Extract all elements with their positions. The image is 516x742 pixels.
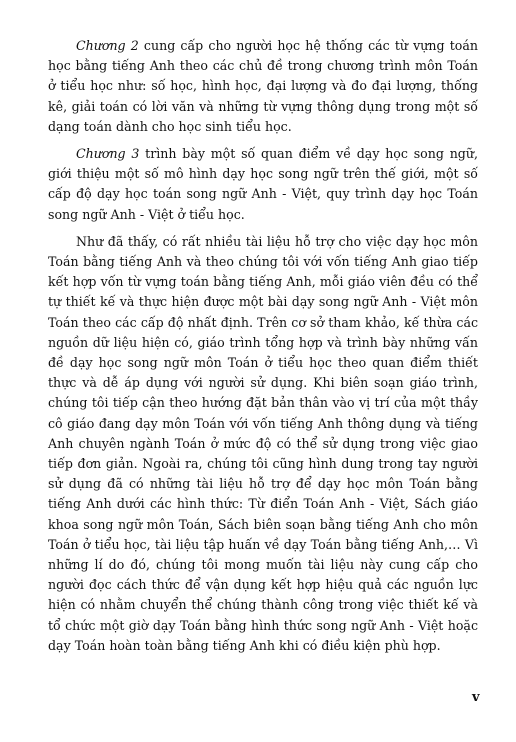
body-text: Như đã thấy, có rất nhiều tài liệu hỗ trợ cho việc dạy học môn Toán bằng tiếng Anh và theo chúng tôi với vốn tiếng Anh giao tiếp kết hợp vốn từ vựng toán bằng tiếng Anh, mỗi giáo viên đều có thể tự thiết kế và thực hiện được một bài dạy song ngữ Anh - Việt môn Toán theo các cấp độ nhất định. Trên cơ sở tham khảo, kế thừa các nguồn dữ liệu hiện có, giáo trình tổng hợp và trình bày những vấn đề dạy học song ngữ môn Toán ở tiểu học theo quan điểm thiết thực và dễ áp dụng với người sử dụng. Khi biên soạn giáo trình, chúng tôi tiếp cận theo hướng đặt bản thân vào vị trí của một thầy cô giáo đang dạy môn Toán với vốn tiếng Anh thông dụng và tiếng Anh chuyên ngành Toán ở mức độ có thể sử dụng trong việc giao tiếp đơn giản. Ngoài ra, chúng tôi cũng hình dung trong tay người sử dụng đã có những tài liệu hỗ trợ để dạy học môn Toán bằng tiếng Anh dưới các hình thức: Từ điển Toán Anh - Việt, Sách giáo khoa song ngữ môn Toán, Sách biên soạn bằng tiếng Anh cho môn Toán ở tiểu học, tài liệu tập huấn về dạy Toán bằng tiếng Anh,… Vì những lí do đó, chúng tôi mong muốn tài liệu này cung cấp cho người đọc cách thức để vận dụng kết hợp hiệu quả các nguồn lực hiện có nhằm chuyển thể chúng thành công trong việc thiết kế và tổ chức một giờ dạy Toán bằng hình thức song ngữ Anh - Việt hoặc dạy Toán hoàn toàn bằng tiếng Anh khi có điều kiện phù hợp.	[48, 233, 478, 653]
chapter-3-text: trình bày một số quan điểm về dạy học song ngữ, giới thiệu một số mô hình dạy học song ngữ trên thế giới, một số cấp độ dạy học toán song ngữ Anh - Việt, quy trình dạy học Toán song ngữ Anh - Việt ở tiểu học.	[48, 146, 478, 222]
page-number: v	[472, 690, 480, 705]
chapter-2-text: cung cấp cho người học hệ thống các từ vựng toán học bằng tiếng Anh theo các chủ đề trong chương trình môn Toán ở tiểu học như: số học, hình học, đại lượng và đo đại lượng, thống kê, giải toán có lời văn và những từ vựng thông dụng trong một số dạng toán dành cho học sinh tiểu học.	[48, 38, 478, 134]
paragraph-body	[48, 232, 478, 656]
paragraph-chapter-2	[48, 36, 478, 137]
chapter-2-lead: Chương 2	[76, 38, 139, 53]
document-page	[48, 36, 478, 663]
chapter-3-lead: Chương 3	[76, 146, 140, 162]
paragraph-chapter-3	[48, 144, 478, 225]
